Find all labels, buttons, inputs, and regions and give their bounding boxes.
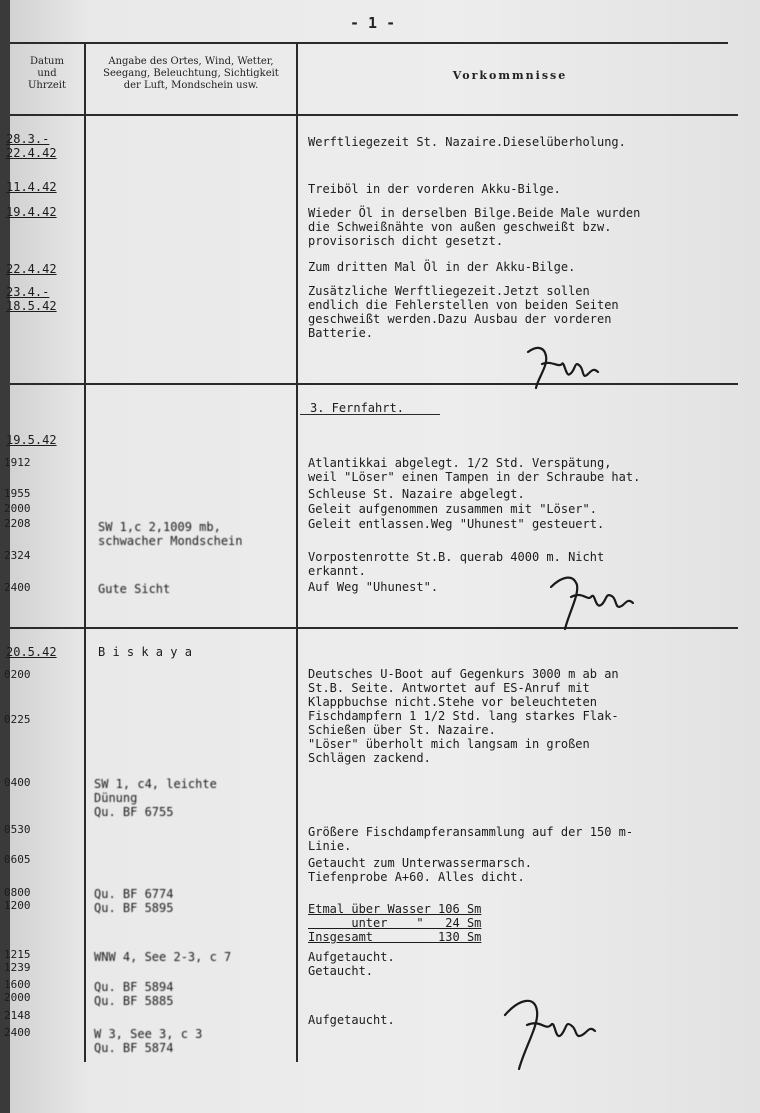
entry-text: Größere Fischdampferansammlung auf der 150 m- Linie.: [308, 825, 634, 853]
entry-time: 1215 1239: [4, 948, 31, 974]
entry-date: 22.4.42: [6, 262, 57, 276]
entry-time: 0200: [4, 668, 31, 681]
entry-time: 2400: [4, 1026, 31, 1039]
entry-text: Geleit aufgenommen zusammen mit "Löser".: [308, 502, 597, 516]
entry-text: Getaucht zum Unterwassermarsch. Tiefenprobe A+60. Alles dicht.: [308, 856, 532, 884]
entry-place: SW 1, c4, leichte Dünung Qu. BF 6755: [94, 777, 217, 819]
entry-text: Aufgetaucht. Getaucht.: [308, 950, 395, 978]
entry-date: 11.4.42: [6, 180, 57, 194]
daily-run-summary: Etmal über Wasser 106 Sm unter " 24 Sm Insgesamt 130 Sm: [308, 902, 482, 944]
entry-time: 1955: [4, 487, 31, 500]
entry-text: Aufgetaucht.: [308, 1013, 395, 1027]
entry-time: 2148: [4, 1009, 31, 1022]
entry-text: Auf Weg "Uhunest".: [308, 580, 439, 594]
signature-mark: [545, 565, 635, 640]
column-divider: [84, 42, 86, 1062]
entry-time: 0530: [4, 823, 31, 836]
entry-text: Treiböl in der vorderen Akku-Bilge.: [308, 182, 561, 196]
entry-place: W 3, See 3, c 3 Qu. BF 5874: [94, 1027, 203, 1055]
entry-date: 19.5.42: [6, 433, 57, 447]
entry-place: WNW 4, See 2-3, c 7: [94, 950, 232, 964]
entry-date: 20.5.42: [6, 645, 57, 659]
header-date-line: Uhrzeit: [27, 80, 67, 91]
header-date-line: Datum: [30, 56, 64, 67]
entry-place: SW 1,c 2,1009 mb, schwacher Mondschein: [98, 520, 243, 548]
entry-text: Atlantikkai abgelegt. 1/2 Std. Verspätung, weil "Löser" einen Tampen in der Schraube hat.: [308, 456, 641, 484]
entry-time: 1600 2000: [4, 978, 31, 1004]
header-place-line: der Luft, Mondschein usw.: [123, 80, 259, 91]
entry-place: B i s k a y a: [98, 645, 192, 659]
signature-mark: [522, 338, 602, 398]
entry-time: 1912: [4, 456, 31, 469]
header-events-column: Vorkommnisse: [452, 69, 568, 82]
entry-time: 0605: [4, 853, 31, 866]
entry-place: Gute Sicht: [98, 582, 171, 596]
entry-date: 19.4.42: [6, 205, 57, 219]
header-place-line: Angabe des Ortes, Wind, Wetter,: [108, 56, 274, 67]
header-place-line: Seegang, Beleuchtung, Sichtigkeit: [103, 68, 279, 79]
entry-text: Vorpostenrotte St.B. querab 4000 m. Nicht erkannt.: [308, 550, 605, 578]
entry-time: 0225: [4, 713, 31, 726]
entry-place: Qu. BF 6774 Qu. BF 5895: [94, 887, 174, 915]
entry-text: Werftliegezeit St. Nazaire.Dieselüberholung.: [308, 135, 626, 149]
entry-text: Geleit entlassen.Weg "Uhunest" gesteuert.: [308, 517, 605, 531]
entry-text: Zum dritten Mal Öl in der Akku-Bilge.: [308, 260, 576, 274]
entry-date: 23.4.- 18.5.42: [6, 285, 57, 313]
page-number: - 1 -: [350, 14, 396, 32]
entry-time: 2000: [4, 502, 31, 515]
header-place-column: [86, 56, 296, 92]
section-divider: [10, 383, 738, 385]
signature-mark: [497, 985, 597, 1075]
table-top-rule: [10, 42, 728, 44]
entry-text: Zusätzliche Werftliegezeit.Jetzt sollen endlich die Fehlerstellen von beiden Seiten geschweißt werden.Dazu Ausbau der vorderen Batterie.: [308, 284, 619, 340]
entry-time: 2208: [4, 517, 31, 530]
entry-place: Qu. BF 5894 Qu. BF 5885: [94, 980, 174, 1008]
entry-time: 2324: [4, 549, 31, 562]
column-divider: [296, 42, 298, 1062]
entry-time: 2400: [4, 581, 31, 594]
entry-text: Wieder Öl in derselben Bilge.Beide Male wurden die Schweißnähte von außen geschweißt bzw. provisorisch dicht gesetzt.: [308, 206, 641, 248]
section-heading: 3. Fernfahrt.: [310, 401, 404, 415]
entry-date: 28.3.- 22.4.42: [6, 132, 57, 160]
header-date-column: [12, 56, 82, 92]
entry-time: 0800 1200: [4, 886, 31, 912]
header-bottom-rule: [10, 114, 738, 116]
header-date-line: und: [37, 68, 57, 79]
entry-text: Schleuse St. Nazaire abgelegt.: [308, 487, 525, 501]
entry-time: 0400: [4, 776, 31, 789]
entry-text: Deutsches U-Boot auf Gegenkurs 3000 m ab an St.B. Seite. Antwortet auf ES-Anruf mit Klappbuchse nicht.Stehe vor beleuchteten Fischdampfern 1 1/2 Std. lang starkes Flak- Schießen über St. Nazaire. "Löser" überholt mich langsam in großen Schlägen zackend.: [308, 667, 619, 765]
